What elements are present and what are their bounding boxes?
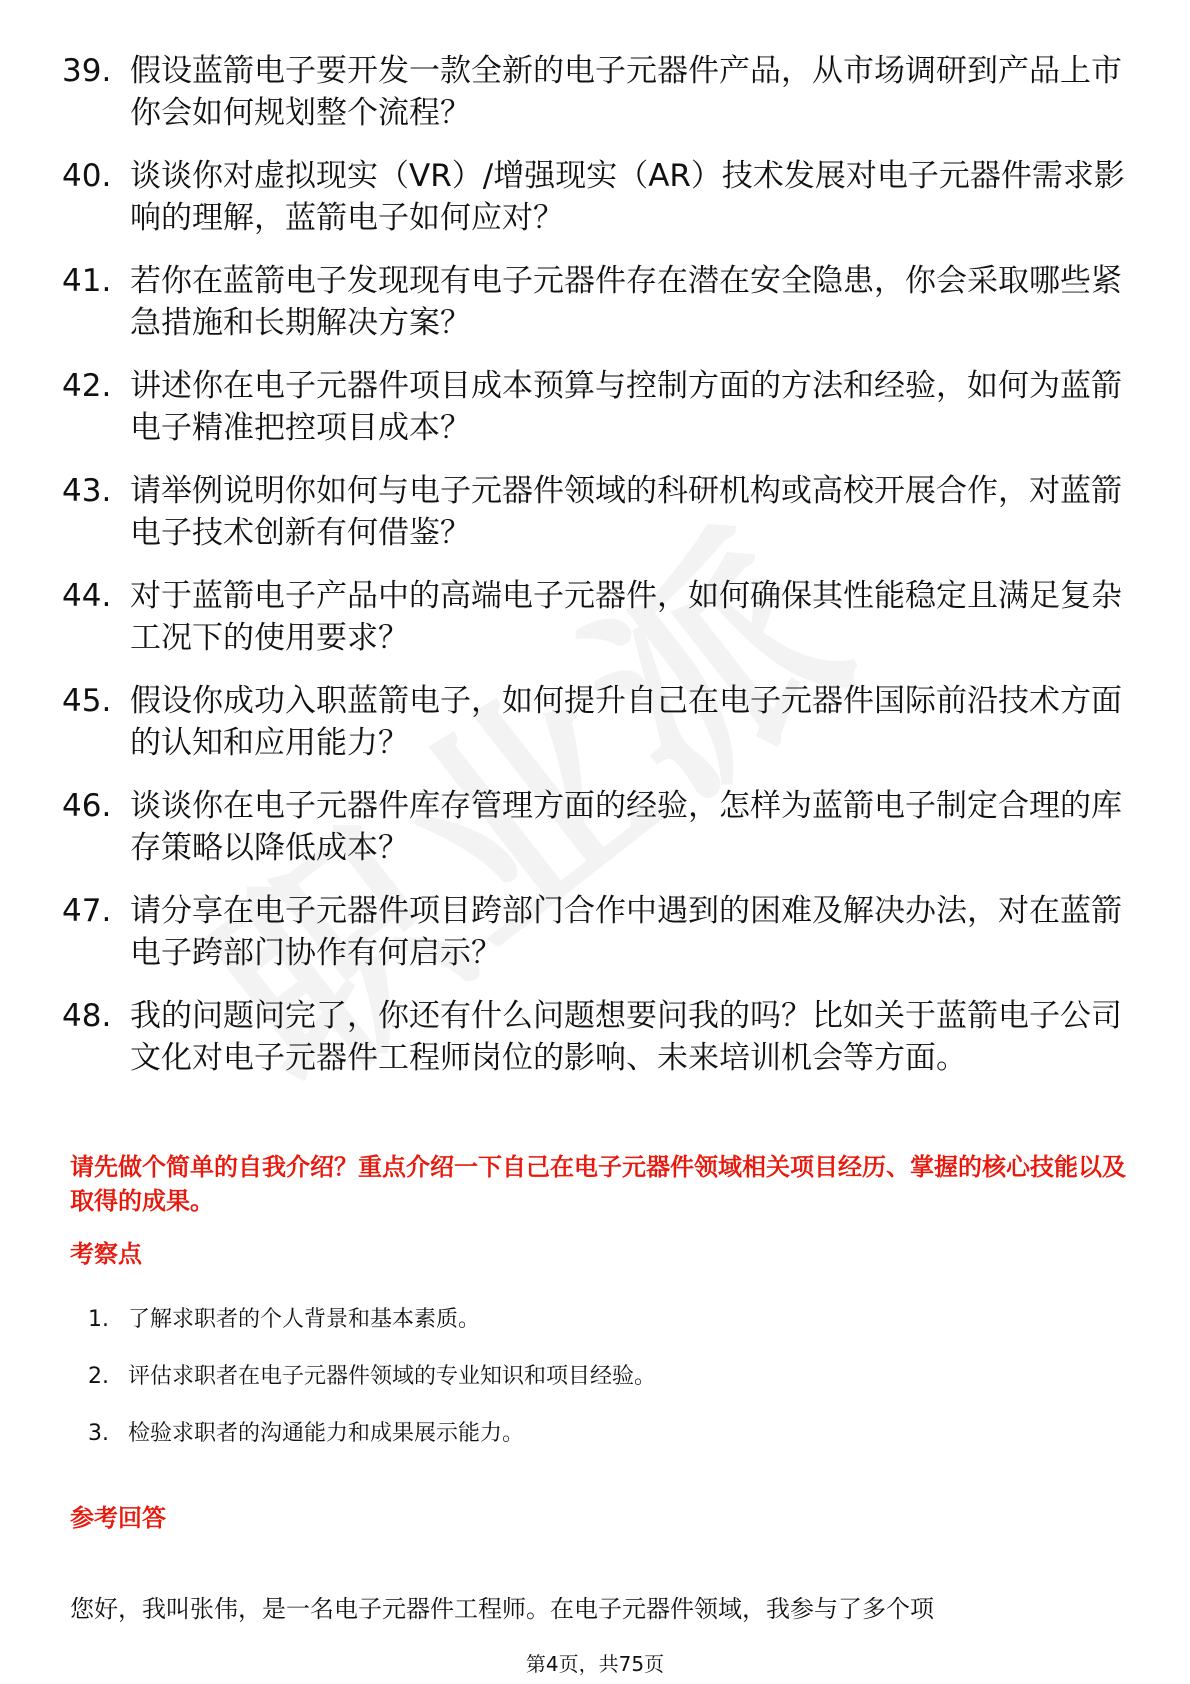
question-text: 假设你成功入职蓝箭电子，如何提升自己在电子元器件国际前沿技术方面的认知和应用能力？ [130, 683, 1122, 761]
page-footer: 第4页，共75页 [525, 1652, 665, 1676]
question-item [62, 365, 1142, 449]
reference-answer-label: 参考回答 [70, 1504, 166, 1532]
question-list [62, 50, 1142, 1100]
question-item [62, 890, 1142, 974]
question-text: 请分享在电子元器件项目跨部门合作中遇到的困难及解决办法，对在蓝箭电子跨部门协作有何启示？ [130, 893, 1122, 971]
list-item [88, 1305, 1088, 1335]
question-text: 对于蓝箭电子产品中的高端电子元器件，如何确保其性能稳定且满足复杂工况下的使用要求？ [130, 578, 1122, 656]
question-item [62, 260, 1142, 344]
question-item [62, 575, 1142, 659]
question-text: 若你在蓝箭电子发现现有电子元器件存在潜在安全隐患，你会采取哪些紧急措施和长期解决方案？ [130, 263, 1122, 341]
question-item [62, 995, 1142, 1079]
reference-answer-text: 您好，我叫张伟，是一名电子元器件工程师。在电子元器件领域，我参与了多个项 [70, 1595, 934, 1623]
question-number: 48. [62, 998, 112, 1034]
list-text: 了解求职者的个人背景和基本素质。 [128, 1307, 481, 1332]
exam-points-list [88, 1305, 1088, 1476]
exam-points-label: 考察点 [70, 1240, 142, 1268]
question-item [62, 155, 1142, 239]
question-text: 我的问题问完了，你还有什么问题想要问我的吗？比如关于蓝箭电子公司文化对电子元器件工程师岗位的影响、未来培训机会等方面。 [130, 998, 1122, 1076]
question-number: 40. [62, 158, 112, 194]
list-number: 2. [88, 1364, 109, 1389]
question-item [62, 680, 1142, 764]
highlight-question: 请先做个简单的自我介绍？重点介绍一下自己在电子元器件领域相关项目经历、掌握的核心技能以及取得的成果。 [70, 1153, 1126, 1215]
list-number: 1. [88, 1307, 109, 1332]
question-number: 45. [62, 683, 112, 719]
question-number: 43. [62, 473, 112, 509]
question-item [62, 470, 1142, 554]
question-text: 请举例说明你如何与电子元器件领域的科研机构或高校开展合作，对蓝箭电子技术创新有何借鉴？ [130, 473, 1122, 551]
question-number: 41. [62, 263, 112, 299]
question-number: 47. [62, 893, 112, 929]
question-text: 谈谈你对虚拟现实（VR）/增强现实（AR）技术发展对电子元器件需求影响的理解，蓝箭电子如何应对？ [130, 158, 1125, 236]
list-item [88, 1362, 1088, 1392]
question-number: 39. [62, 53, 112, 89]
list-number: 3. [88, 1421, 109, 1446]
list-item [88, 1419, 1088, 1449]
question-text: 谈谈你在电子元器件库存管理方面的经验，怎样为蓝箭电子制定合理的库存策略以降低成本？ [130, 788, 1122, 866]
question-item [62, 785, 1142, 869]
list-text: 评估求职者在电子元器件领域的专业知识和项目经验。 [128, 1364, 657, 1389]
question-number: 44. [62, 578, 112, 614]
list-text: 检验求职者的沟通能力和成果展示能力。 [128, 1421, 525, 1446]
question-number: 46. [62, 788, 112, 824]
question-text: 假设蓝箭电子要开发一款全新的电子元器件产品，从市场调研到产品上市你会如何规划整个流程？ [130, 53, 1122, 131]
question-number: 42. [62, 368, 112, 404]
question-text: 讲述你在电子元器件项目成本预算与控制方面的方法和经验，如何为蓝箭电子精准把控项目成本？ [130, 368, 1122, 446]
question-item [62, 50, 1142, 134]
